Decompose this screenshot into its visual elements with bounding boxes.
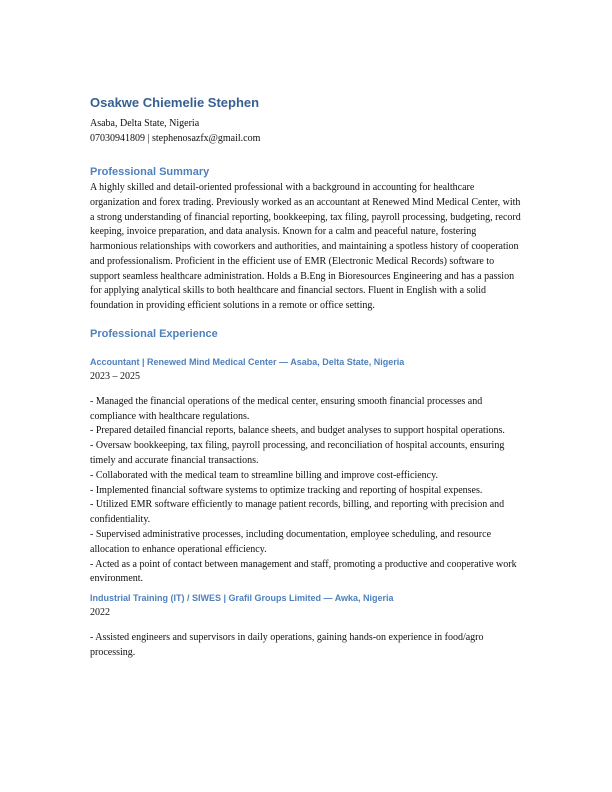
job-entry-industrial-training: [90, 591, 522, 661]
job-dates: 2022: [90, 607, 110, 619]
candidate-name: Osakwe Chiemelie Stephen: [90, 95, 260, 110]
summary-paragraph: A highly skilled and detail-oriented professional with a background in accounting for healthcare organization and forex trading. Previously worked as an accountant at Renewed Mind Medical Center, with a strong understanding of financial reporting, bookkeeping, tax filing, payroll processing, budgeting, record keeping, invoice preparation, and data analysis. Known for a calm and peaceful nature, fostering harmonious relationships with coworkers and authorities, and maintaining a spotless history of cooperation and professionalism. Proficient in the efficient use of EMR (Electronic Medical Records) software to support seamless healthcare administration. Holds a B.Eng in Bioresources Engineering and has a passion for applying analytical skills to both healthcare and financial sectors. Fluent in English with a solid foundation in providing efficient solutions in a remote or office setting.: [90, 182, 521, 311]
job-bullet: - Collaborated with the medical team to streamline billing and improve cost-efficiency.: [90, 469, 438, 481]
resume-page: [90, 94, 522, 661]
job-bullet: - Acted as a point of contact between management and staff, promoting a productive and cooperative work environment.: [90, 558, 517, 585]
contact-line: 07030941809 | stephenosazfx@gmail.com: [90, 133, 261, 144]
job-bullet: - Prepared detailed financial reports, balance sheets, and budget analyses to support hospital operations.: [90, 425, 505, 437]
job-bullet-list: [90, 395, 522, 587]
job-bullet: - Oversaw bookkeeping, tax filing, payroll processing, and reconciliation of hospital accounts, ensuring timely and accurate financial transactions.: [90, 440, 505, 466]
job-bullet: - Assisted engineers and supervisors in daily operations, gaining hands-on experience in food/agro processing.: [90, 632, 484, 658]
experience-heading: Professional Experience: [90, 327, 218, 340]
job-heading: Industrial Training (IT) / SIWES | Grafil Groups Limited — Awka, Nigeria: [90, 593, 394, 604]
job-bullet: - Supervised administrative processes, including documentation, employee scheduling, and resource allocation to enhance operational efficiency.: [90, 528, 492, 555]
summary-heading: Professional Summary: [90, 166, 210, 178]
job-bullet: - Managed the financial operations of the medical center, ensuring smooth financial processes and compliance with healthcare regulations.: [90, 395, 483, 422]
job-bullet: - Implemented financial software systems to optimize tracking and reporting of hospital expenses.: [90, 484, 483, 496]
job-dates: 2023 – 2025: [90, 370, 140, 382]
job-entry-accountant: [90, 355, 522, 587]
location-line: Asaba, Delta State, Nigeria: [90, 118, 200, 129]
job-bullet-list: [90, 631, 522, 661]
job-heading: Accountant | Renewed Mind Medical Center — Asaba, Delta State, Nigeria: [90, 356, 405, 367]
job-bullet: - Utilized EMR software efficiently to manage patient records, billing, and reporting with precision and confidentiality.: [90, 499, 505, 526]
